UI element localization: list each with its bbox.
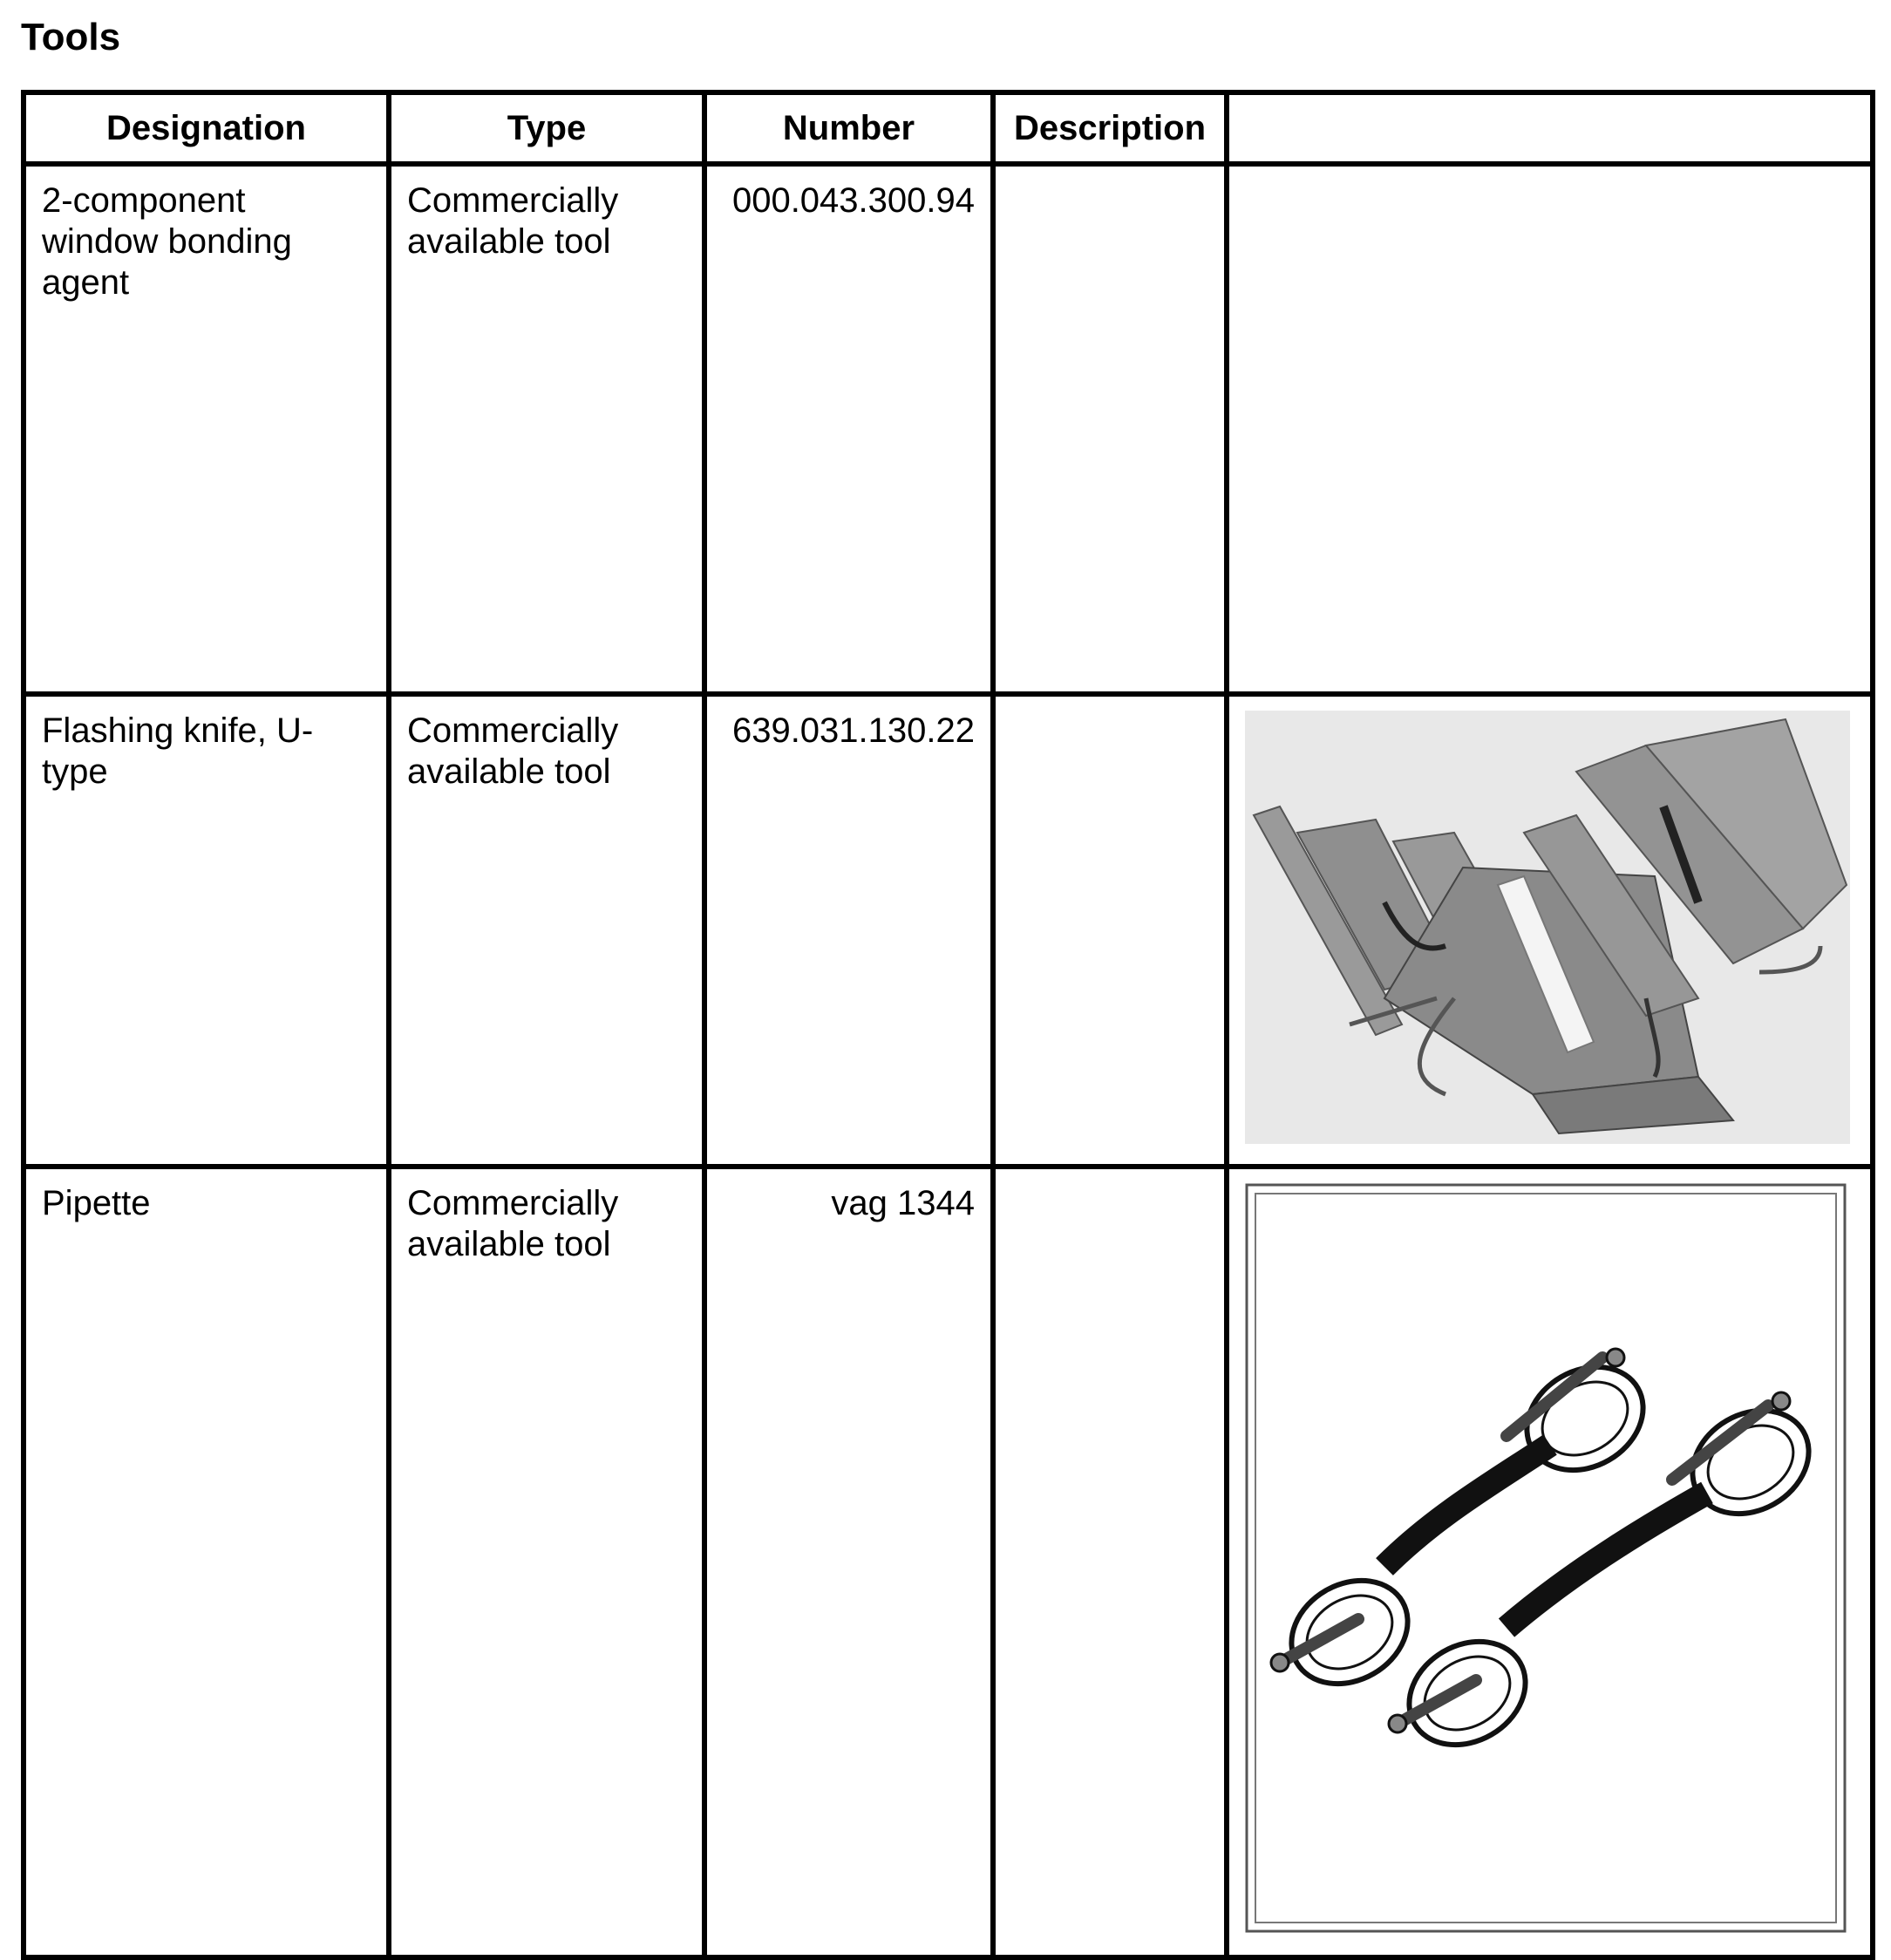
header-description: Description bbox=[993, 92, 1227, 164]
header-number: Number bbox=[704, 92, 993, 164]
cell-type: Commercially available tool bbox=[389, 1167, 704, 1957]
cell-number: vag 1344 bbox=[704, 1167, 993, 1957]
cell-designation: Flashing knife, U-type bbox=[24, 694, 389, 1167]
header-type: Type bbox=[389, 92, 704, 164]
cell-number: 639.031.130.22 bbox=[704, 694, 993, 1167]
cell-type: Commercially available tool bbox=[389, 694, 704, 1167]
header-designation: Designation bbox=[24, 92, 389, 164]
cell-number: 000.043.300.94 bbox=[704, 164, 993, 694]
cell-type: Commercially available tool bbox=[389, 164, 704, 694]
cell-designation: 2-component window bonding agent bbox=[24, 164, 389, 694]
tools-table bbox=[21, 90, 1875, 1960]
cell-description bbox=[993, 1167, 1227, 1957]
table-header-row bbox=[24, 92, 1873, 164]
cell-image bbox=[1227, 1167, 1873, 1957]
table-row bbox=[24, 694, 1873, 1167]
page-title: Tools bbox=[21, 16, 121, 58]
toolbox-illustration-icon bbox=[1245, 711, 1850, 1144]
cell-image bbox=[1227, 694, 1873, 1167]
cell-image bbox=[1227, 164, 1873, 694]
header-image bbox=[1227, 92, 1873, 164]
table-row bbox=[24, 1167, 1873, 1957]
suction-lifter-pair-illustration-icon bbox=[1245, 1183, 1847, 1933]
table-row bbox=[24, 164, 1873, 694]
cell-designation: Pipette bbox=[24, 1167, 389, 1957]
cell-description bbox=[993, 694, 1227, 1167]
cell-description bbox=[993, 164, 1227, 694]
